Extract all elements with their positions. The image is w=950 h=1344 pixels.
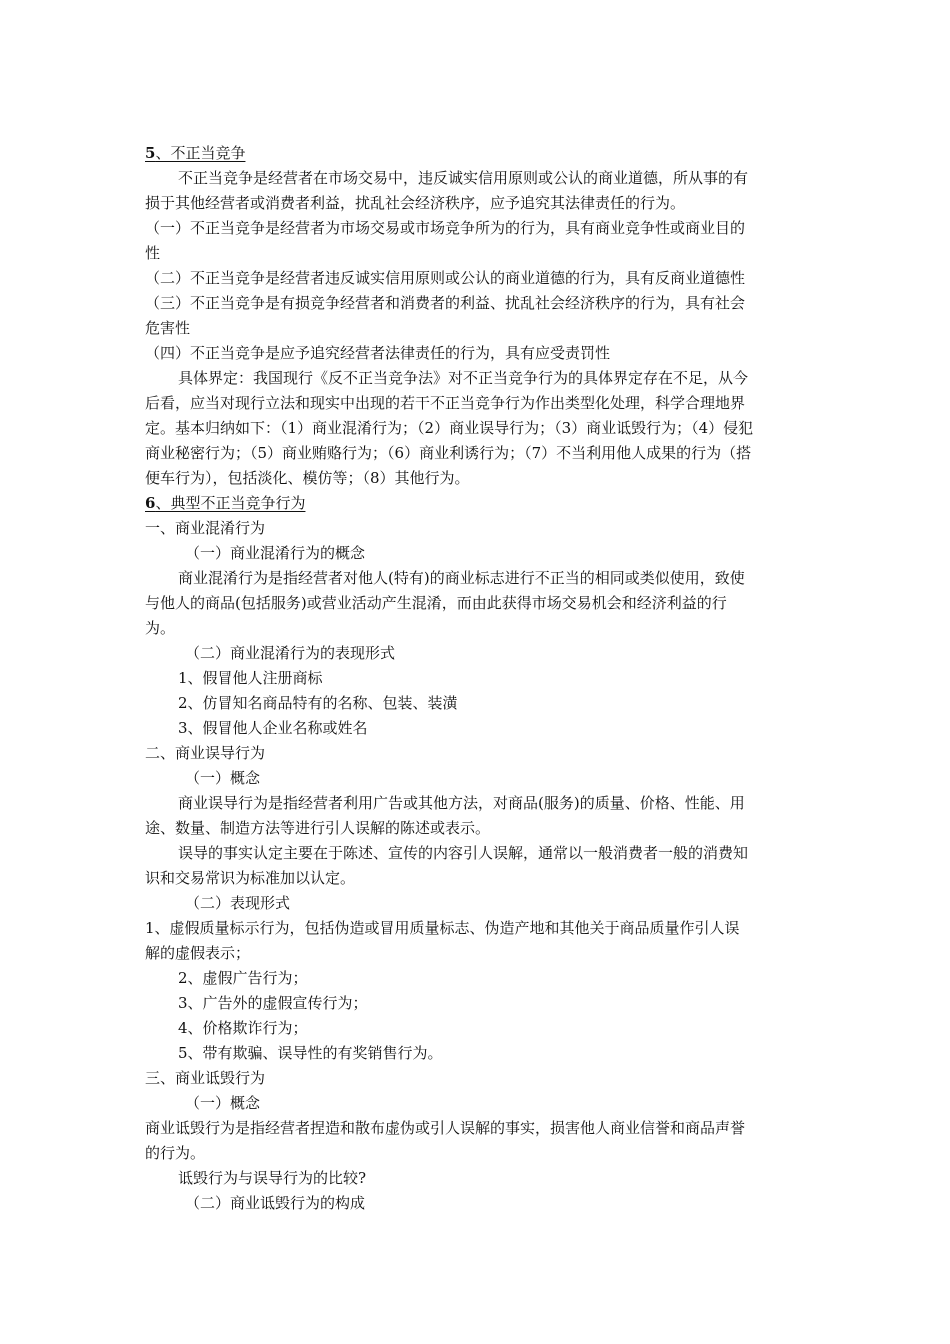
paragraph-line: 定。基本归纳如下：（1）商业混淆行为；（2）商业误导行为；（3）商业诋毁行为；（4）侵犯 [145, 419, 754, 437]
paragraph-line: 商业诋毁行为是指经营者捏造和散布虚伪或引人误解的事实，损害他人商业信誉和商品声誉 [145, 1119, 746, 1137]
paragraph-line: 便车行为），包括淡化、模仿等；（8）其他行为。 [145, 469, 470, 487]
subheading: （二）商业混淆行为的表现形式 [185, 644, 396, 662]
document-page [145, 141, 810, 1216]
subheading: （一）商业混淆行为的概念 [185, 544, 366, 562]
list-item: 3、假冒他人企业名称或姓名 [178, 719, 368, 737]
subheading: （一）概念 [185, 1094, 261, 1112]
list-item: 1、假冒他人注册商标 [178, 669, 323, 687]
paragraph-line: 的行为。 [145, 1144, 206, 1162]
paragraph-line: 损于其他经营者或消费者利益，扰乱社会经济秩序，应予追究其法律责任的行为。 [145, 194, 686, 212]
list-item: （一）不正当竞争是经营者为市场交易或市场竞争所为的行为，具有商业竞争性或商业目的 [145, 219, 746, 237]
paragraph-line: 为。 [145, 619, 176, 637]
list-item: 解的虚假表示； [145, 944, 251, 962]
paragraph-line: 后看，应当对现行立法和现实中出现的若干不正当竞争行为作出类型化处理，科学合理地界 [145, 394, 746, 412]
list-item: （三）不正当竞争是有损竞争经营者和消费者的利益、扰乱社会经济秩序的行为，具有社会 [145, 294, 746, 312]
subheading: （二）商业诋毁行为的构成 [185, 1194, 366, 1212]
paragraph-line: 途、数量、制造方法等进行引人误解的陈述或表示。 [145, 819, 491, 837]
paragraph-line: 与他人的商品(包括服务)或营业活动产生混淆，而由此获得市场交易机会和经济利益的行 [145, 594, 727, 612]
section-heading-6: 6、典型不正当竞争行为 [145, 494, 306, 512]
question-line: 诋毁行为与误导行为的比较? [178, 1169, 367, 1187]
paragraph-line: 商业秘密行为；（5）商业贿赂行为；（6）商业利诱行为；（7）不当利用他人成果的行为（搭 [145, 444, 752, 462]
section-heading-5: 5、不正当竞争 [145, 144, 246, 162]
paragraph-line: 商业误导行为是指经营者利用广告或其他方法，对商品(服务)的质量、价格、性能、用 [178, 794, 745, 812]
list-item: 2、仿冒知名商品特有的名称、包装、装潢 [178, 694, 458, 712]
list-item: 3、广告外的虚假宣传行为； [178, 994, 368, 1012]
list-item: （四）不正当竞争是应予追究经营者法律责任的行为，具有应受责罚性 [145, 344, 611, 362]
subheading: （二）表现形式 [185, 894, 291, 912]
paragraph-line: 不正当竞争是经营者在市场交易中，违反诚实信用原则或公认的商业道德，所从事的有 [178, 169, 749, 187]
list-item: 2、虚假广告行为； [178, 969, 308, 987]
part-title: 二、商业误导行为 [145, 744, 266, 762]
list-item: 危害性 [145, 319, 191, 337]
paragraph-line: 误导的事实认定主要在于陈述、宣传的内容引人误解，通常以一般消费者一般的消费知 [178, 844, 749, 862]
paragraph-line: 商业混淆行为是指经营者对他人(特有)的商业标志进行不正当的相同或类似使用，致使 [178, 569, 745, 587]
list-item: 1、虚假质量标示行为，包括伪造或冒用质量标志、伪造产地和其他关于商品质量作引人误 [145, 919, 740, 937]
list-item: 性 [145, 244, 161, 262]
subheading: （一）概念 [185, 769, 261, 787]
paragraph-line: 识和交易常识为标准加以认定。 [145, 869, 356, 887]
list-item: （二）不正当竞争是经营者违反诚实信用原则或公认的商业道德的行为，具有反商业道德性 [145, 269, 746, 287]
list-item: 5、带有欺骗、误导性的有奖销售行为。 [178, 1044, 443, 1062]
list-item: 4、价格欺诈行为； [178, 1019, 308, 1037]
part-title: 三、商业诋毁行为 [145, 1069, 266, 1087]
paragraph-line: 具体界定：我国现行《反不正当竞争法》对不正当竞争行为的具体界定存在不足，从今 [178, 369, 749, 387]
part-title: 一、商业混淆行为 [145, 519, 266, 537]
